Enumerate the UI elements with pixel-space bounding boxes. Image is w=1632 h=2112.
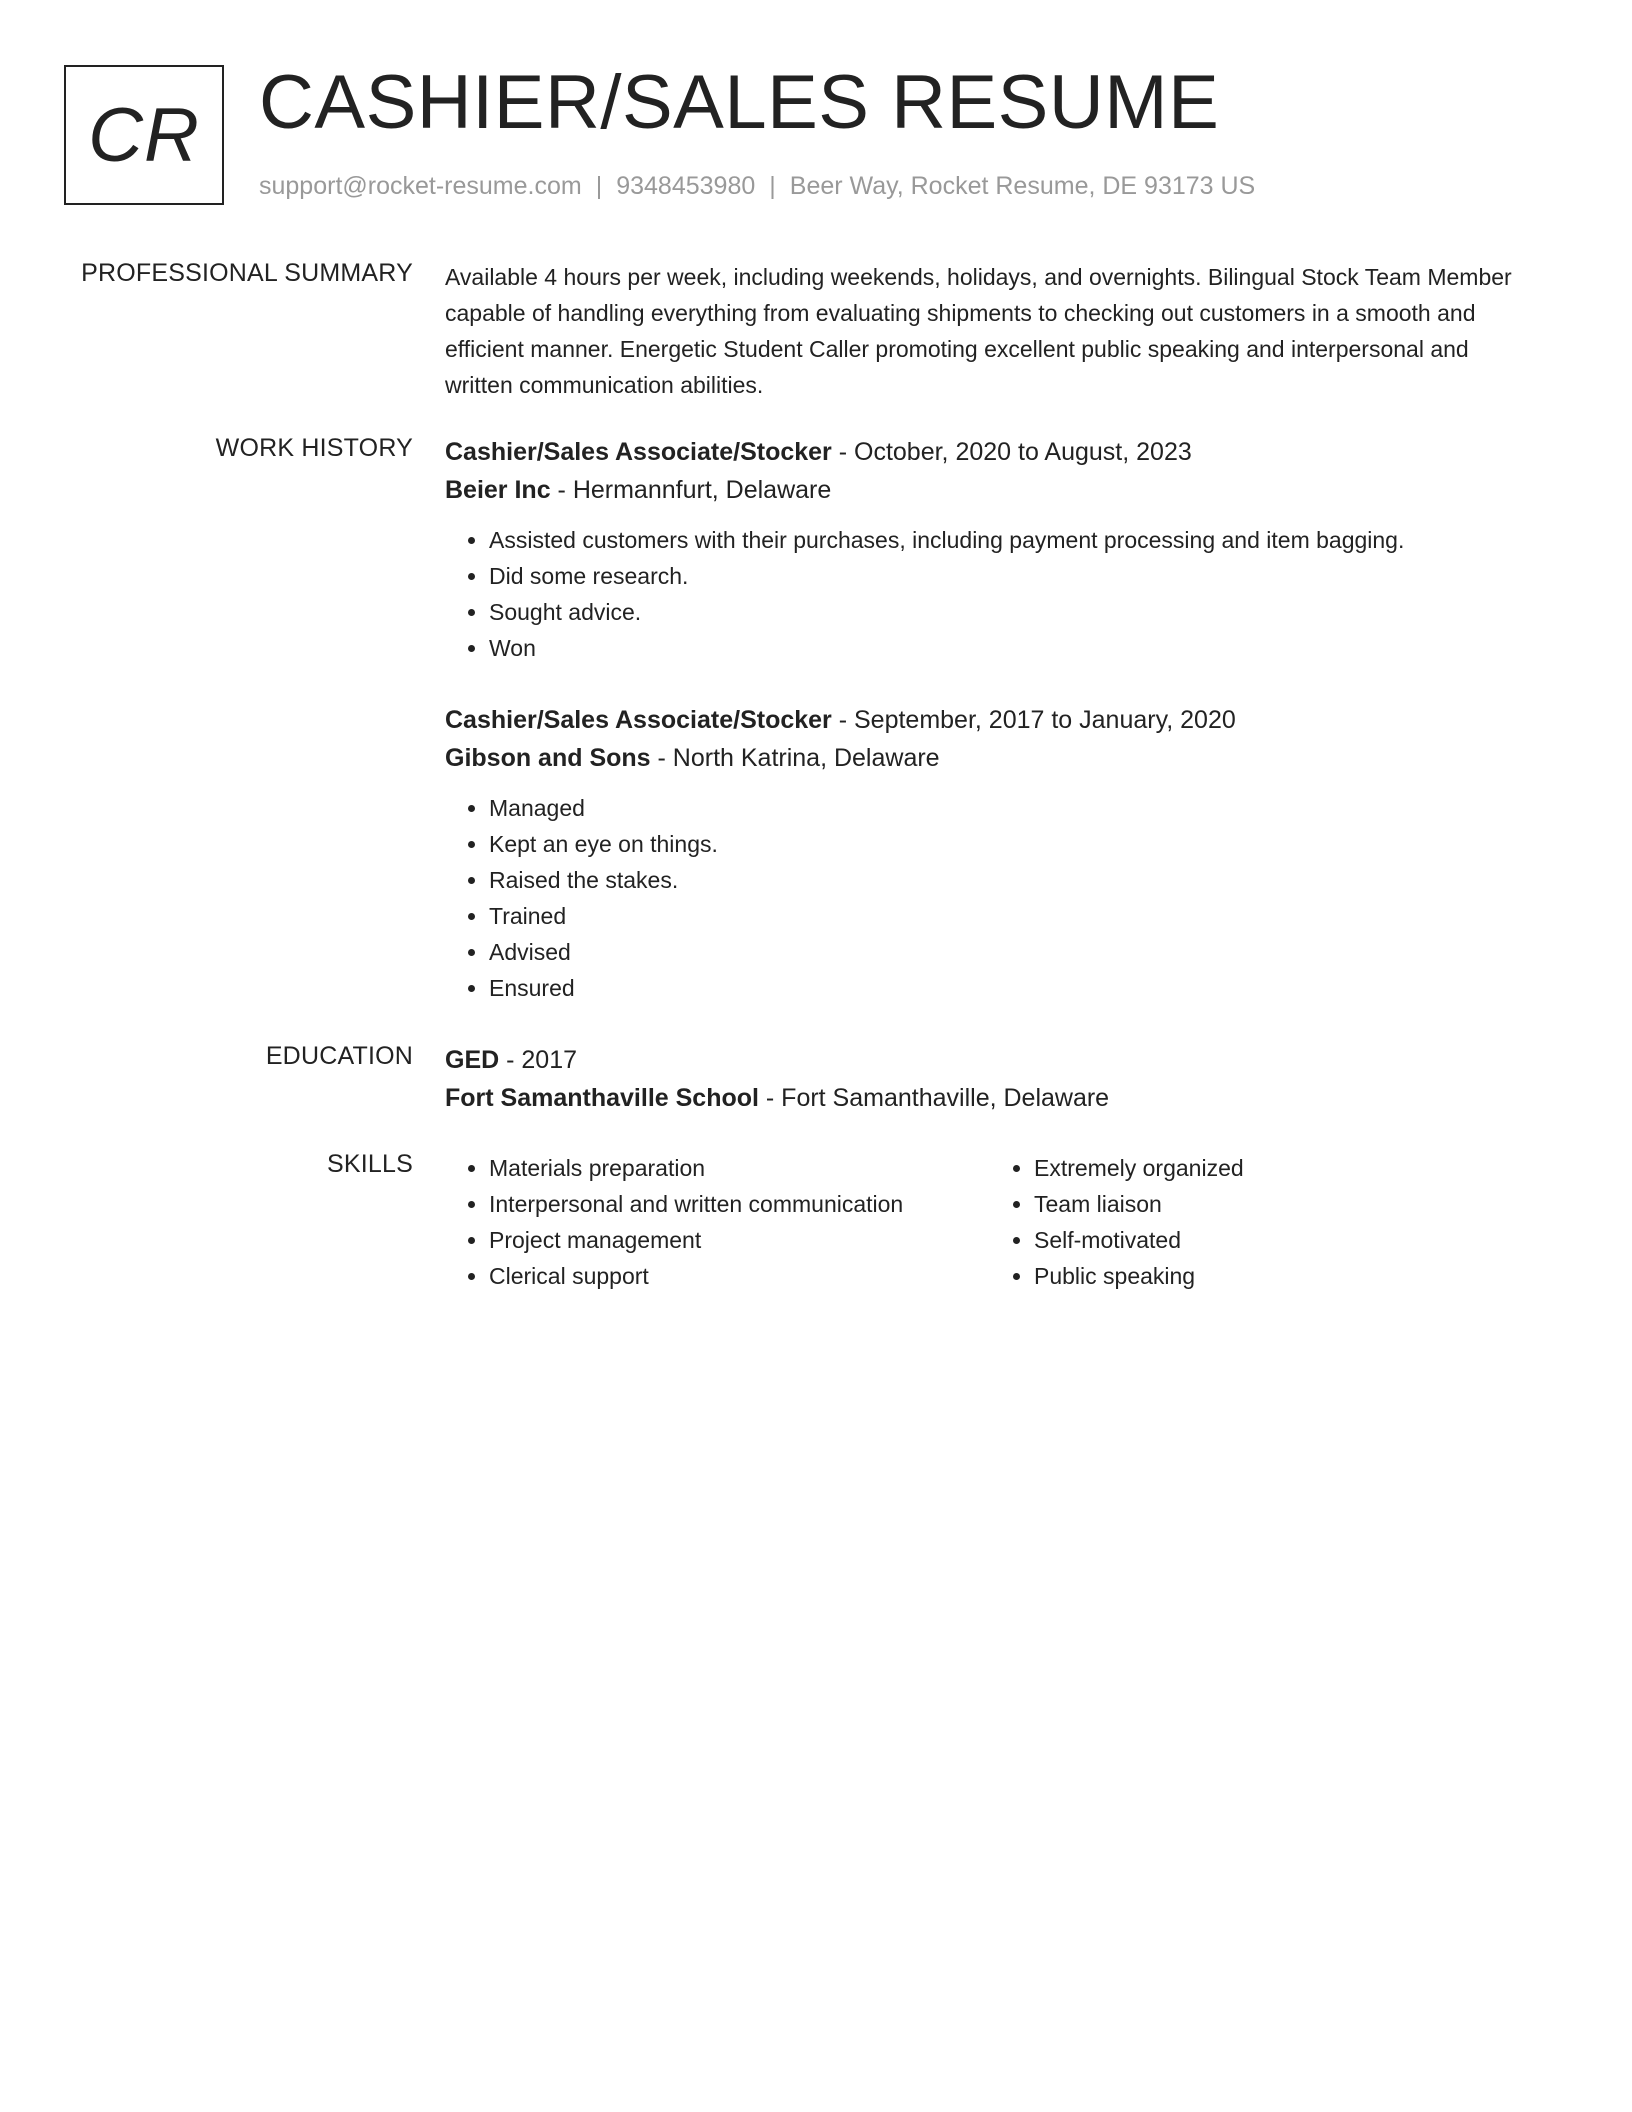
job-entry [445,434,1535,666]
list-item: • Clerical support [489,1258,990,1294]
degree-year: - 2017 [499,1046,578,1074]
monogram-box [64,65,224,205]
resume-title: CASHIER/SALES RESUME [259,60,1220,145]
list-item: • Advised [489,934,1535,970]
list-item: • Ensured [489,970,1535,1006]
job-company-line [445,472,1535,508]
skills-column-right [990,1150,1535,1294]
job-company: Beier Inc [445,476,551,504]
job-duties-list [445,522,1535,666]
job-title-line [445,434,1535,470]
skills-list [445,1150,990,1294]
list-item: • Team liaison [1034,1186,1535,1222]
job-title-line [445,702,1535,738]
list-item: • Self-motivated [1034,1222,1535,1258]
list-item: • Extremely organized [1034,1150,1535,1186]
degree-line [445,1042,1535,1078]
list-item: • Public speaking [1034,1258,1535,1294]
job-title: Cashier/Sales Associate/Stocker [445,438,832,466]
education-heading: EDUCATION [265,1042,413,1070]
job-company: Gibson and Sons [445,744,651,772]
school-location: - Fort Samanthaville, Delaware [758,1084,1110,1112]
job-dates: - September, 2017 to January, 2020 [831,706,1236,734]
job-location: - Hermannfurt, Delaware [550,476,832,504]
summary-text: Available 4 hours per week, including weekends, holidays, and overnights. Bilingual Stock Team Member capable of handling everything from evaluating shipments to checking out customers in a smooth and efficient manner. Energetic Student Caller promoting excellent public speaking and interpersonal and written communication abilities. [445,264,1512,398]
skills-column-left [445,1150,990,1294]
list-item: • Project management [489,1222,990,1258]
job-location: - North Katrina, Delaware [650,744,940,772]
list-item: • Raised the stakes. [489,862,1535,898]
school-name: Fort Samanthaville School [445,1084,759,1112]
list-item: • Sought advice. [489,594,1535,630]
contact-separator: | [769,172,776,200]
job-title: Cashier/Sales Associate/Stocker [445,706,832,734]
degree-name: GED [445,1046,500,1074]
summary-heading: PROFESSIONAL SUMMARY [81,259,413,287]
list-item: • Interpersonal and written communication [489,1186,990,1222]
contact-phone[interactable]: 9348453980 [616,172,756,200]
list-item: • Materials preparation [489,1150,990,1186]
job-dates: - October, 2020 to August, 2023 [831,438,1192,466]
education-entry [445,1042,1535,1116]
contact-address: Beer Way, Rocket Resume, DE 93173 US [789,172,1256,200]
work-history-heading: WORK HISTORY [215,434,413,462]
job-entry [445,702,1535,1006]
skills-heading: SKILLS [327,1150,413,1178]
list-item: • Won [489,630,1535,666]
skills-columns [445,1150,1535,1294]
contact-line [259,172,1255,201]
skills-list [990,1150,1535,1294]
summary-content [445,259,1535,403]
school-line [445,1080,1535,1116]
job-company-line [445,740,1535,776]
list-item: • Managed [489,790,1535,826]
contact-email[interactable]: support@rocket-resume.com [259,172,582,200]
monogram-initials: CR [88,92,200,178]
list-item: • Trained [489,898,1535,934]
list-item: • Kept an eye on things. [489,826,1535,862]
list-item: • Did some research. [489,558,1535,594]
list-item: • Assisted customers with their purchases, including payment processing and item bagging. [489,522,1535,558]
job-duties-list [445,790,1535,1006]
contact-separator: | [595,172,603,200]
resume-header [64,60,1564,210]
